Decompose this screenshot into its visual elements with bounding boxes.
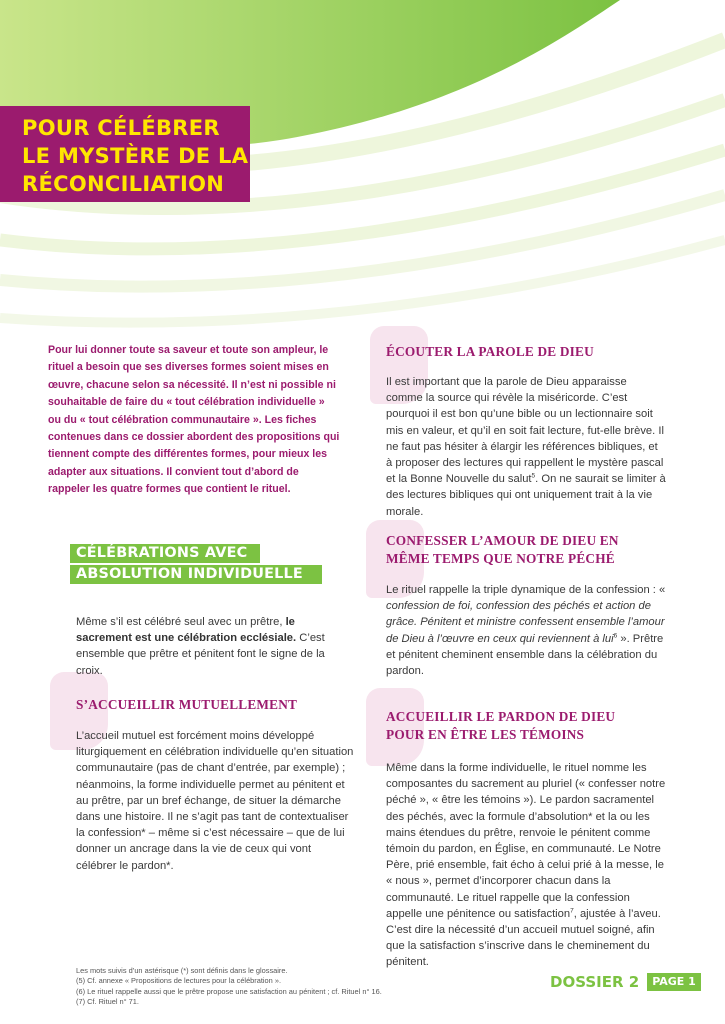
footnote-5: (5) Cf. annexe « Propositions de lectures pour la célébration ». bbox=[76, 976, 282, 986]
paragraph-pardon bbox=[386, 760, 666, 971]
box-paragraph bbox=[76, 614, 352, 679]
heading-pardon-line-2: POUR EN ÊTRE LES TÉMOINS bbox=[386, 727, 585, 742]
footnote-ref-6: 6 bbox=[613, 631, 618, 639]
section-box-heading bbox=[70, 544, 322, 586]
box-paragraph-text-2: C’est ensemble que prêtre et pénitent font le signe de la croix. bbox=[76, 632, 325, 677]
footnote-ref-5: 5 bbox=[531, 472, 536, 480]
heading-pardon bbox=[386, 708, 686, 744]
heading-confesser bbox=[386, 532, 686, 568]
footnote-6: (6) Le rituel rappelle aussi que le prêtre propose une satisfaction au pénitent ; cf. Rituel n° 16. bbox=[76, 986, 382, 996]
box-heading-line-2: ABSOLUTION INDIVIDUELLE bbox=[70, 565, 322, 584]
dossier-label: DOSSIER 2 bbox=[550, 973, 640, 991]
title-line-3: RÉCONCILIATION bbox=[22, 172, 225, 196]
box-paragraph-text: Même s’il est célébré seul avec un prêtre, bbox=[76, 616, 286, 628]
paragraph-ecouter bbox=[386, 374, 666, 520]
heading-accueillir: S’ACCUEILLIR MUTUELLEMENT bbox=[76, 697, 298, 712]
title-line-2: LE MYSTÈRE DE LA bbox=[22, 144, 249, 168]
heading-confesser-line-1: CONFESSER L’AMOUR DE DIEU EN bbox=[386, 533, 619, 548]
footnotes bbox=[76, 966, 476, 1008]
paragraph-confesser-quote: confession de foi, confession des péchés et action de grâce. Pénitent et ministre confessent ensemble l’amour de Dieu à l’œuvre en ceux qui reviennent à lui bbox=[386, 600, 665, 645]
heading-ecouter: ÉCOUTER LA PAROLE DE DIEU bbox=[386, 344, 594, 359]
paragraph-ecouter-text: Il est important que la parole de Dieu apparaisse comme la source qui révèle la miséricorde. C’est pourquoi il est bon qu’une bible ou un lectionnaire soit mis en valeur, et qu’il en soit fait lecture, fut-elle brève. Il ne faut pas hésiter à élargir les références bibliques, et à proposer des lectures qui rappellent le mystère pascal et la Bonne Nouvelle du salut bbox=[386, 376, 664, 486]
footnote-7: (7) Cf. Rituel n° 71. bbox=[76, 997, 139, 1007]
paragraph-pardon-text-2: , ajustée à l’aveu. C’est dire la nécessité d’un accueil mutuel soigné, afin que la satisfaction s’inscrive dans le cheminement du pénitent. bbox=[386, 907, 661, 969]
footnote-ref-7: 7 bbox=[570, 907, 574, 915]
page-title bbox=[22, 114, 262, 198]
paragraph-confesser-text-2: ». Prêtre et pénitent cheminent ensemble dans la célébration du pardon. bbox=[386, 632, 664, 678]
paragraph-confesser bbox=[386, 582, 666, 679]
page-badge: PAGE 1 bbox=[647, 973, 701, 991]
paragraph-confesser-text: Le rituel rappelle la triple dynamique de la confession : « bbox=[386, 584, 666, 596]
title-line-1: POUR CÉLÉBRER bbox=[22, 116, 220, 140]
paragraph-ecouter-text-2: . On ne saurait se limiter à des lectures bibliques qui ont uniquement trait à la vie morale. bbox=[386, 473, 666, 518]
heading-pardon-line-1: ACCUEILLIR LE PARDON DE DIEU bbox=[386, 709, 616, 724]
intro-paragraph: Pour lui donner toute sa saveur et toute son ampleur, le rituel a besoin que ses diverses formes soient mises en œuvre, chacune selon sa nécessité. Il n’est ni possible ni souhaitable de faire du « tout célébration individuelle » ou du « tout célébration communautaire ». Les fiches contenues dans ce dossier abordent des propositions qui tiennent compte des différentes formes, pour mieux les adapter aux situations. Il convient tout d’abord de rappeler les quatre formes que contient le rituel. bbox=[48, 344, 340, 496]
heading-confesser-line-2: MÊME TEMPS QUE NOTRE PÉCHÉ bbox=[386, 551, 615, 566]
footnote-glossary: Les mots suivis d’un astérisque (*) sont définis dans le glossaire. bbox=[76, 966, 288, 975]
paragraph-pardon-text: Même dans la forme individuelle, le rituel nomme les composantes du sacrement au pluriel (« confesser notre péché », « être les témoins »). Le pardon sacramentel des péchés, avec la formule d’absolution* et la ou les mains étendues du prêtre, renvoie le pénitent comme témoin du pardon, en Église, en communauté. Le Notre Père, prié ensemble, fait écho à celui prié à la messe, le « nous », permet d’incorporer chacun dans la communauté. Le rituel rappelle que la confession appelle une pénitence ou satisfaction bbox=[386, 762, 666, 920]
box-heading-line-1: CÉLÉBRATIONS AVEC bbox=[70, 544, 260, 563]
paragraph-accueillir: L’accueil mutuel est forcément moins développé liturgiquement en célébration individuelle qu’en situation communautaire (pas de chant d’entrée, par exemple) ; néanmoins, la forme individuelle permet au pénitent et au prêtre, par un bref échange, de situer la démarche dans une histoire. Il ne s’agit pas tant de contextualiser la confession* – même si c’est nécessaire – que de lui donner un ancrage dans la vie de ceux qui vont célébrer le pardon*. bbox=[76, 730, 354, 872]
box-paragraph-bold: le sacrement est une célébration ecclésiale. bbox=[76, 616, 297, 645]
